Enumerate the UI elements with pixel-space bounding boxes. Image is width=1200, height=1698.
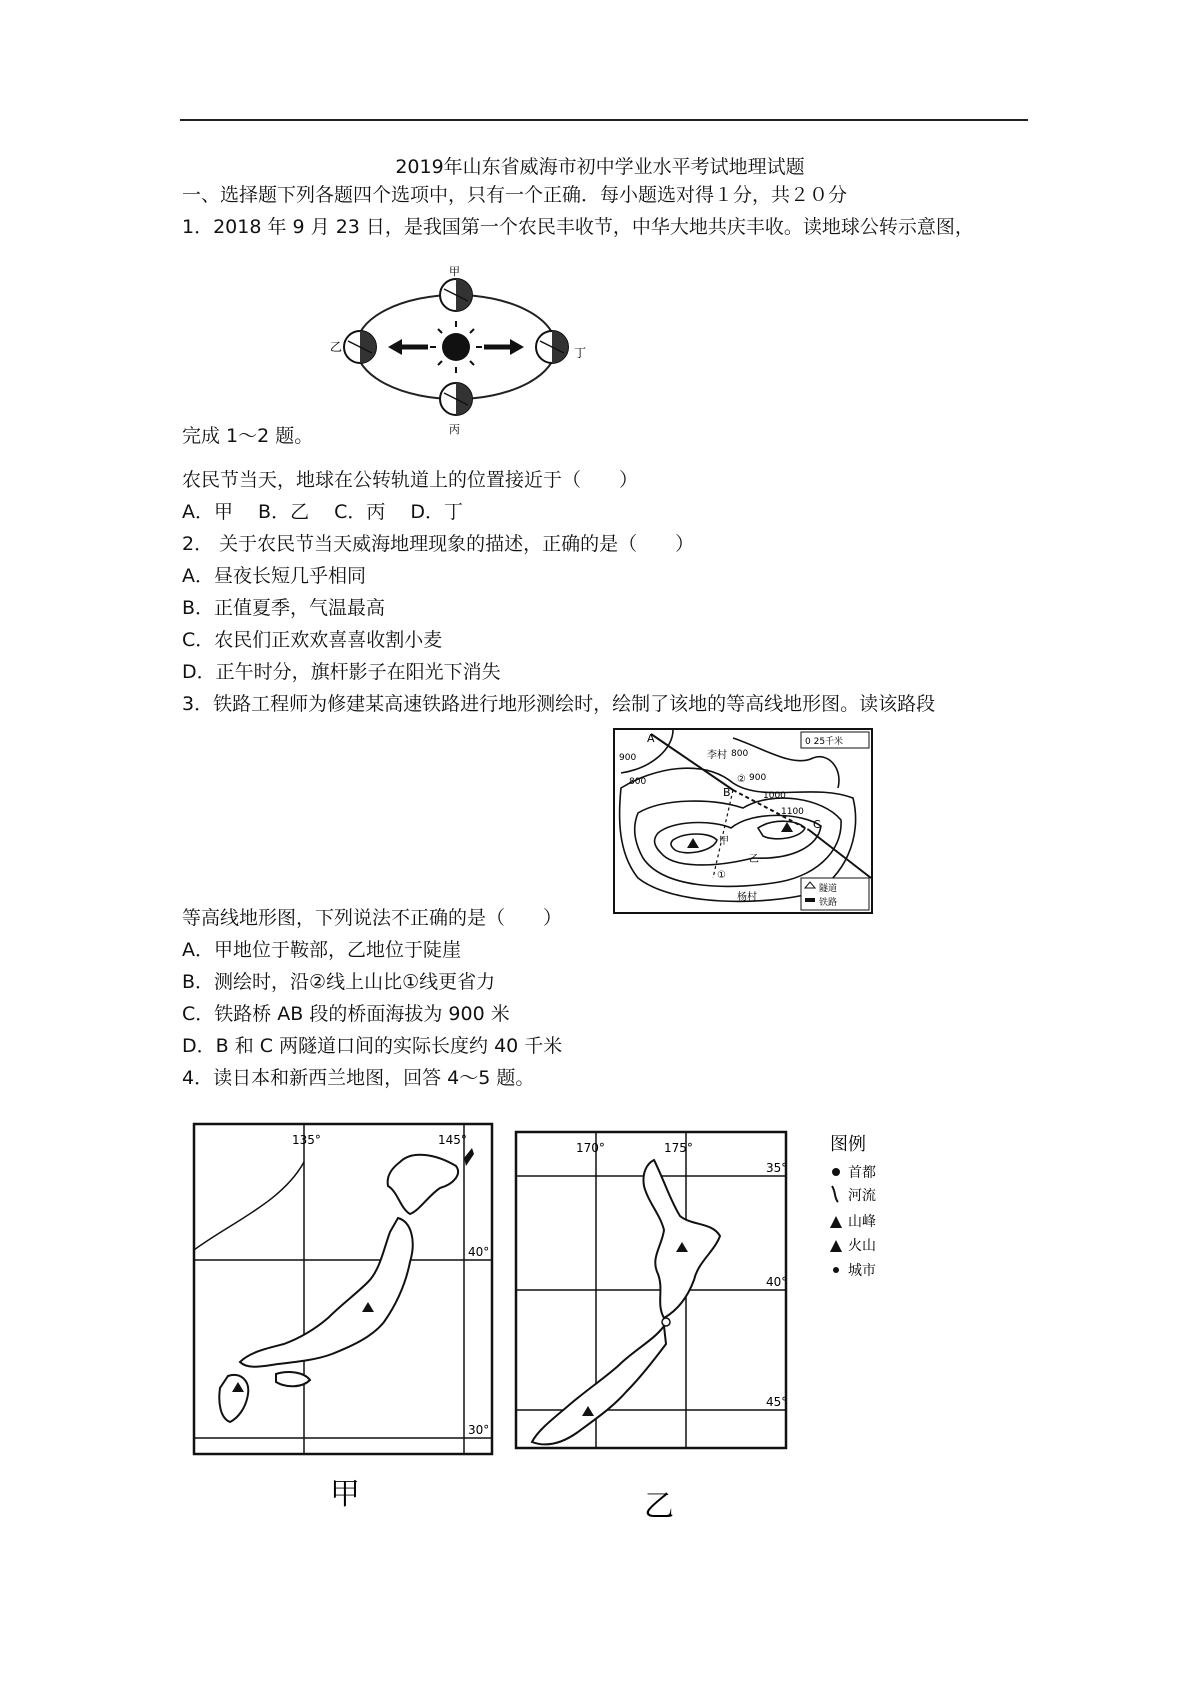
contour-label: 900 bbox=[749, 773, 767, 783]
label-route-2: ② bbox=[737, 774, 746, 785]
q2-option-b: B．正值夏季，气温最高 bbox=[182, 597, 386, 619]
q4-stem: 4．读日本和新西兰地图，回答 4～5 题。 bbox=[182, 1067, 535, 1089]
contour-label: 800 bbox=[731, 749, 749, 759]
lon-label-145: 145° bbox=[438, 1133, 467, 1147]
q1-cont: 完成 1～2 题。 bbox=[182, 425, 314, 447]
q2-stem: 2． 关于农民节当天威海地理现象的描述，正确的是（ ） bbox=[182, 533, 695, 555]
label-li-village: 李村 bbox=[707, 750, 727, 761]
label-route-1: ① bbox=[717, 870, 726, 881]
label-c: C bbox=[813, 818, 821, 831]
lon-label-135: 135° bbox=[292, 1133, 321, 1147]
river-icon bbox=[832, 1186, 838, 1202]
arrow-left-icon bbox=[388, 339, 428, 355]
legend-title: 图例 bbox=[830, 1134, 866, 1155]
q3-cont: 等高线地形图，下列说法不正确的是（ ） bbox=[182, 907, 563, 929]
map-scale: 0 25千米 bbox=[805, 737, 844, 747]
lat-label-45: 45° bbox=[766, 1395, 788, 1409]
earth-yi-icon bbox=[344, 331, 376, 363]
label-ding: 丁 bbox=[574, 346, 587, 360]
peak-icon bbox=[830, 1216, 842, 1228]
contour-label: 1000 bbox=[763, 791, 786, 801]
q2-option-c: C．农民们正欢欢喜喜收割小麦 bbox=[182, 629, 443, 651]
sun-icon bbox=[430, 321, 482, 373]
legend-item-river: 河流 bbox=[848, 1188, 876, 1204]
capital-icon bbox=[832, 1168, 840, 1176]
earth-bing-icon bbox=[440, 383, 472, 415]
page-title: 2019年山东省威海市初中学业水平考试地理试题 bbox=[395, 156, 805, 178]
earth-jia-icon bbox=[440, 279, 472, 311]
map-japan bbox=[192, 1122, 504, 1517]
capital-icon bbox=[662, 1318, 670, 1326]
city-icon bbox=[833, 1267, 839, 1273]
label-yang-village: 杨村 bbox=[737, 892, 757, 903]
q1-options: A．甲 B．乙 C．丙 D．丁 bbox=[182, 501, 464, 523]
label-yi: 乙 bbox=[749, 854, 759, 865]
q3-option-d: D．B 和 C 两隧道口间的实际长度约 40 千米 bbox=[182, 1035, 563, 1057]
q1-sub: 农民节当天，地球在公转轨道上的位置接近于（ ） bbox=[182, 469, 639, 491]
legend-tunnel: 隧道 bbox=[819, 884, 838, 894]
lat-label-40: 40° bbox=[766, 1275, 788, 1289]
label-a: A bbox=[647, 732, 655, 745]
map-legend bbox=[826, 1130, 906, 1300]
q2-option-d: D．正午时分，旗杆影子在阳光下消失 bbox=[182, 661, 501, 683]
section-heading: 一、选择题下列各题四个选项中，只有一个正确．每小题选对得１分，共２０分 bbox=[182, 184, 848, 206]
label-bing: 丙 bbox=[449, 423, 460, 436]
legend-item-peak: 山峰 bbox=[848, 1214, 876, 1230]
map-yi-caption: 乙 bbox=[644, 1489, 674, 1524]
legend-item-capital: 首都 bbox=[848, 1165, 876, 1181]
q3-option-a: A．甲地位于鞍部，乙地位于陡崖 bbox=[182, 939, 461, 961]
lat-label-40: 40° bbox=[468, 1245, 490, 1259]
lat-label-35: 35° bbox=[766, 1161, 788, 1175]
q3-option-c: C．铁路桥 AB 段的桥面海拔为 900 米 bbox=[182, 1003, 510, 1025]
arrow-right-icon bbox=[484, 339, 524, 355]
q3-stem: 3．铁路工程师为修建某高速铁路进行地形测绘时，绘制了该地的等高线地形图。读该路段 bbox=[182, 693, 936, 715]
label-yi: 乙 bbox=[330, 340, 343, 354]
contour-label: 900 bbox=[619, 753, 637, 763]
map-new-zealand bbox=[514, 1130, 814, 1530]
contour-label: 1100 bbox=[781, 807, 804, 817]
contour-label: 800 bbox=[629, 777, 647, 787]
contour-map bbox=[613, 728, 873, 914]
earth-orbit-diagram bbox=[330, 265, 610, 445]
lat-label-30: 30° bbox=[468, 1423, 490, 1437]
legend-item-volcano: 火山 bbox=[848, 1238, 876, 1254]
label-jia: 甲 bbox=[719, 836, 729, 847]
legend-item-city: 城市 bbox=[848, 1263, 876, 1279]
volcano-icon bbox=[830, 1240, 842, 1252]
map-jia-caption: 甲 bbox=[330, 1477, 360, 1512]
q2-option-a: A．昼夜长短几乎相同 bbox=[182, 565, 366, 587]
lon-label-170: 170° bbox=[576, 1141, 605, 1155]
header-rule bbox=[180, 119, 1028, 121]
label-b: B bbox=[723, 786, 731, 799]
q3-option-b: B．测绘时，沿②线上山比①线更省力 bbox=[182, 971, 496, 993]
q1-stem: 1．2018 年 9 月 23 日，是我国第一个农民丰收节，中华大地共庆丰收。读地球公转示意图， bbox=[182, 216, 974, 238]
earth-ding-icon bbox=[536, 331, 568, 363]
label-jia: 甲 bbox=[449, 265, 460, 278]
lon-label-175: 175° bbox=[664, 1141, 693, 1155]
legend-railway: 铁路 bbox=[819, 898, 838, 908]
